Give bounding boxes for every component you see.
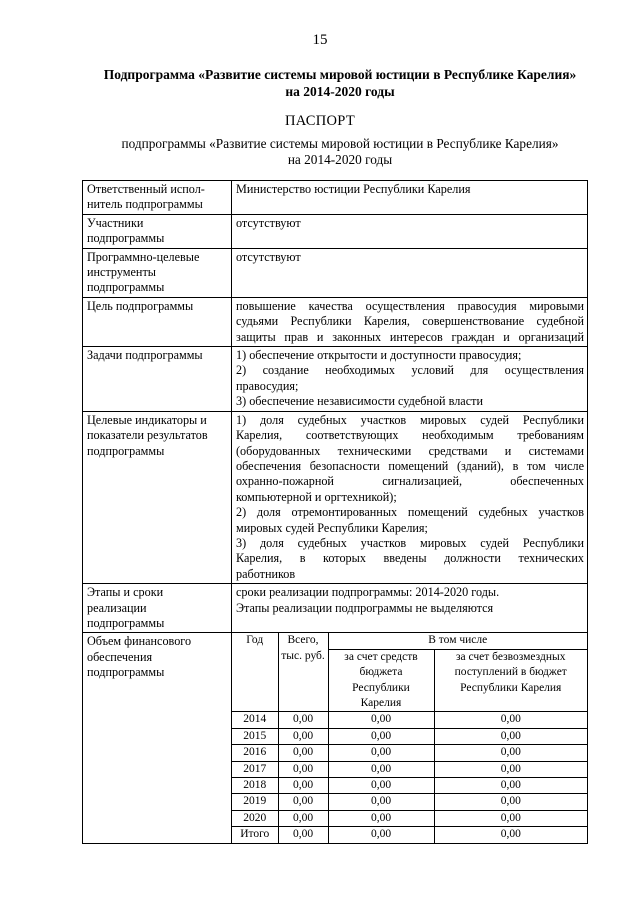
stages-line-2: Этапы реализации подпрограммы не выделяются [236,600,494,615]
row-tasks [83,347,588,412]
indicator-1-line-3: (оборудованных техническими средствами и системами [236,443,584,458]
total-header-line-1: Всего, [287,634,319,647]
budget-header-line-3: Республики [352,681,410,694]
passport-title: ПАСПОРТ [284,113,356,129]
funding-budget-cell: 0,00 [328,712,434,728]
funding-budget-cell: 0,00 [328,794,434,810]
subtitle-line-2: на 2014-2020 годы [287,152,393,167]
indicators-label-line-3: подпрограммы [87,443,165,458]
funding-budget-cell: 0,00 [328,728,434,744]
heading-line-1: Подпрограмма «Развитие системы мировой юстиции в Республике Карелия» [103,67,577,82]
funding-budget-cell: 0,00 [328,745,434,761]
participants-label-line-2: подпрограммы [87,231,165,246]
row-instruments [83,248,588,297]
passport-subtitle [60,136,620,168]
indicator-2-line-1: 2) доля отремонтированных помещений судебных участков [236,505,584,520]
row-goal [83,297,588,346]
funding-table [232,633,587,842]
funding-budget-cell: 0,00 [328,810,434,826]
participants-label-line-1: Участники [87,215,144,230]
col-year-header: Год [232,633,278,712]
indicator-2-line-2: мировых судей Республики Карелия; [236,520,428,535]
funding-total-cell: 0,00 [278,827,328,843]
funding-grants-cell: 0,00 [434,712,587,728]
task-2-line-2: правосудия; [236,378,299,393]
funding-total-cell: 0,00 [278,728,328,744]
row-executor [83,181,588,215]
row-participants [83,214,588,248]
col-budget-header [328,649,434,712]
funding-budget-cell: 0,00 [328,761,434,777]
passport-table [82,180,588,844]
subtitle-line-1: подпрограммы «Развитие системы мировой юстиции в Республике Карелия» [121,136,559,151]
funding-data-row [232,745,587,761]
task-2-line-1: 2) создание необходимых условий для осуществления [236,363,584,378]
instruments-label [83,248,232,297]
executor-label-line-2: нитель подпрограммы [87,197,203,212]
col-total-header [278,633,328,712]
stages-label [83,584,232,633]
funding-data-row [232,761,587,777]
participants-label [83,214,232,248]
funding-data-row [232,728,587,744]
funding-total-cell: 0,00 [278,794,328,810]
funding-total-cell: 0,00 [278,778,328,794]
funding-total-cell: 0,00 [278,761,328,777]
task-1: 1) обеспечение открытости и доступности правосудия; [236,348,522,363]
stages-value [232,584,588,633]
executor-label [83,181,232,215]
indicators-value [232,411,588,583]
funding-data-row [232,794,587,810]
tasks-label: Задачи подпрограммы [83,347,232,412]
funding-year-cell: Итого [232,827,278,843]
budget-header-line-4: Карелия [360,697,402,709]
funding-header-row-1 [232,633,587,649]
stages-label-line-1: Этапы и сроки [87,585,164,600]
budget-header-line-1: за счет средств [344,650,418,663]
executor-value: Министерство юстиции Республики Карелия [232,181,588,215]
indicators-label [83,411,232,583]
executor-label-line-1: Ответственный испол- [87,182,205,196]
funding-grants-cell: 0,00 [434,827,587,843]
funding-grants-cell: 0,00 [434,761,587,777]
funding-data-row [232,778,587,794]
funding-total-cell: 0,00 [278,712,328,728]
funding-label-line-1: Объем финансового [87,634,192,649]
funding-label [83,633,232,843]
funding-data-row [232,712,587,728]
stages-label-line-3: подпрограммы [87,615,165,630]
funding-data-row [232,810,587,826]
funding-year-cell: 2017 [232,761,278,777]
grants-header-line-3: Республики Карелия [460,681,562,694]
row-indicators [83,411,588,583]
indicator-1-line-2: Карелия, соответствующих необходимым требованиям [236,428,584,443]
funding-label-line-3: подпрограммы [87,665,165,680]
funding-year-cell: 2018 [232,778,278,794]
document-heading [60,66,620,100]
funding-year-cell: 2015 [232,728,278,744]
instruments-value: отсутствуют [232,248,588,297]
total-header-line-2: тыс. руб. [281,649,325,662]
funding-data-row [232,827,587,843]
funding-total-cell: 0,00 [278,745,328,761]
tasks-value [232,347,588,412]
funding-label-line-2: обеспечения [87,649,153,664]
indicator-3-line-3: работников [236,566,296,581]
goal-label: Цель подпрограммы [83,297,232,346]
funding-year-cell: 2020 [232,810,278,826]
instruments-label-line-1: Программно-целевые [87,249,200,264]
goal-line-1: повышение качества осуществления правосудия мировыми [236,298,584,313]
row-stages [83,584,588,633]
goal-line-3: защиты прав и законных интересов граждан и организаций [236,329,584,344]
indicator-3-line-2: Карелия, в которых введены должности технических [236,551,584,566]
indicator-1-line-6: компьютерной и оргтехникой); [236,489,397,504]
instruments-label-line-3: подпрограммы [87,280,165,295]
funding-total-cell: 0,00 [278,810,328,826]
funding-grants-cell: 0,00 [434,745,587,761]
col-including-header: В том числе [328,633,587,649]
funding-grants-cell: 0,00 [434,728,587,744]
row-funding [83,633,588,843]
funding-grants-cell: 0,00 [434,794,587,810]
grants-header-line-2: поступлений в бюджет [454,666,567,679]
funding-grants-cell: 0,00 [434,778,587,794]
goal-line-2: судьями Республики Карелия, совершенствование судебной [236,314,584,329]
indicator-3-line-1: 3) доля судебных участков мировых судей Республики [236,535,584,550]
indicator-1-line-1: 1) доля судебных участков мировых судей Республики [236,412,584,427]
funding-grants-cell: 0,00 [434,810,587,826]
task-3: 3) обеспечение независимости судебной власти [236,394,483,409]
stages-label-line-2: реализации [87,600,147,615]
funding-budget-cell: 0,00 [328,778,434,794]
goal-value [232,297,588,346]
instruments-label-line-2: инструменты [87,265,156,280]
participants-value: отсутствуют [232,214,588,248]
funding-year-cell: 2014 [232,712,278,728]
funding-table-cell [232,633,588,843]
stages-line-1: сроки реализации подпрограммы: 2014-2020 годы. [236,585,500,600]
funding-year-cell: 2019 [232,794,278,810]
grants-header-line-1: за счет безвозмездных [456,650,566,663]
indicators-label-line-2: показатели результатов [87,428,208,443]
indicators-label-line-1: Целевые индикаторы и [87,412,207,427]
indicator-1-line-4: обеспечения безопасности помещений (зданий), в том числе [236,458,584,473]
page-number: 15 [312,32,328,48]
indicator-1-line-5: охранно-пожарной сигнализацией, обеспеченных [236,474,584,489]
budget-header-line-2: бюджета [359,666,403,679]
funding-budget-cell: 0,00 [328,827,434,843]
col-grants-header [434,649,587,712]
funding-year-cell: 2016 [232,745,278,761]
heading-line-2: на 2014-2020 годы [285,84,395,99]
